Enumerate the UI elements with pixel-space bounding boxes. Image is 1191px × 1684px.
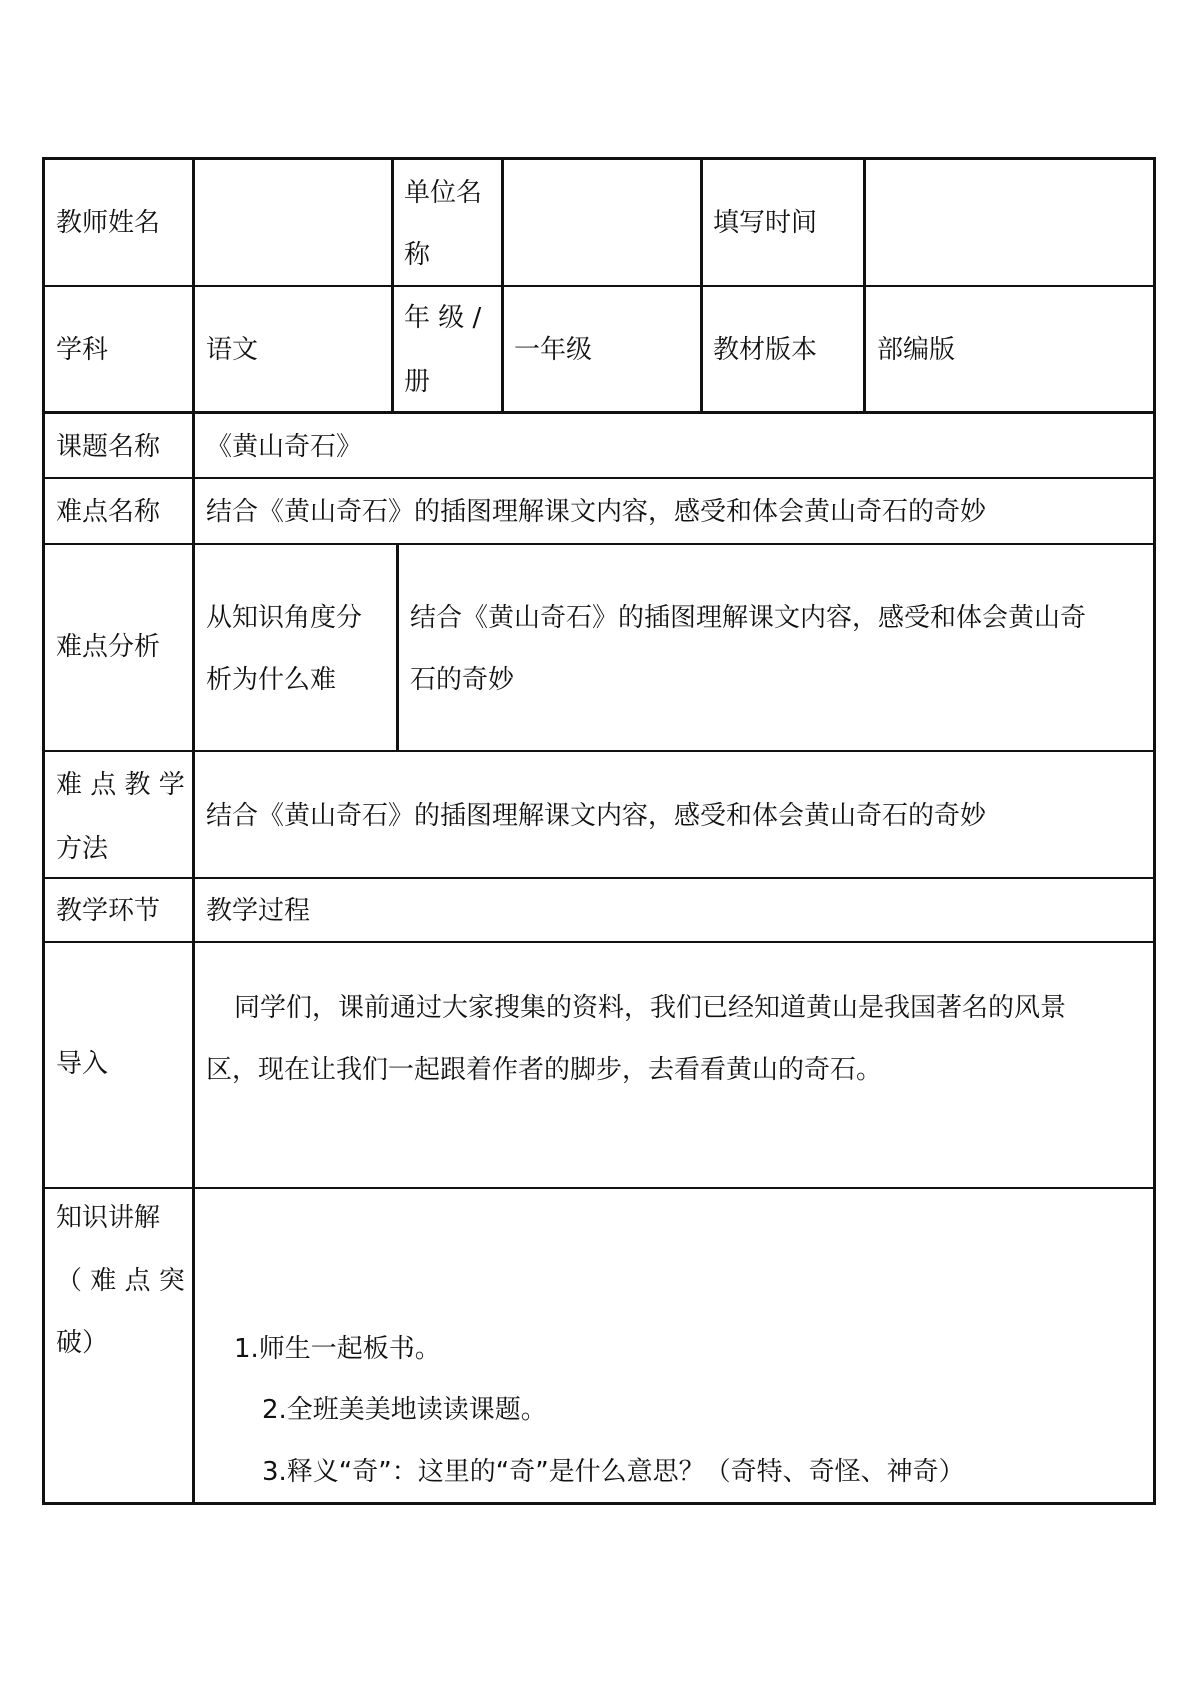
method-value: 结合《黄山奇石》的插图理解课文内容，感受和体会黄山奇石的奇妙 — [206, 801, 987, 831]
difficulty-label: 难点名称 — [56, 497, 161, 527]
intro-text-line1: 同学们，课前通过大家搜集的资料，我们已经知道黄山是我国著名的风景 — [234, 993, 1067, 1023]
knowledge-label-line3: 破） — [56, 1328, 109, 1358]
analysis-value-line2: 石的奇妙 — [410, 665, 515, 695]
knowledge-item-1: 1.师生一起板书。 — [234, 1334, 441, 1364]
column-divider — [501, 157, 504, 413]
knowledge-label-line1: 知识讲解 — [56, 1203, 161, 1233]
stage-label: 教学环节 — [56, 896, 161, 926]
knowledge-label-line2: （ 难 点 突 — [56, 1266, 185, 1296]
row-divider — [42, 543, 1156, 545]
fill-time-label: 填写时间 — [713, 208, 818, 238]
row-divider — [42, 1187, 1156, 1189]
subject-label: 学科 — [56, 335, 109, 365]
analysis-sub-line2: 析为什么难 — [206, 665, 337, 695]
subject-value: 语文 — [206, 335, 259, 365]
analysis-sub-line1: 从知识角度分 — [206, 603, 363, 633]
table-border-right — [1153, 157, 1156, 1505]
column-divider — [396, 543, 399, 752]
unit-name-label-line1: 单位名 — [404, 178, 483, 208]
difficulty-value: 结合《黄山奇石》的插图理解课文内容，感受和体会黄山奇石的奇妙 — [206, 497, 987, 527]
column-divider — [192, 157, 195, 1505]
process-label: 教学过程 — [206, 896, 311, 926]
table-border-left — [42, 157, 45, 1505]
row-divider — [42, 411, 1156, 414]
column-divider — [863, 157, 866, 413]
row-divider — [42, 941, 1156, 943]
column-divider — [700, 157, 703, 413]
analysis-label: 难点分析 — [56, 632, 161, 662]
teacher-name-label: 教师姓名 — [56, 208, 161, 238]
topic-label: 课题名称 — [56, 432, 161, 462]
textbook-value: 部编版 — [877, 335, 956, 365]
row-divider — [42, 877, 1156, 879]
method-label-line2: 方法 — [56, 834, 109, 864]
unit-name-label-line2: 称 — [404, 240, 431, 270]
topic-value: 《黄山奇石》 — [206, 432, 363, 462]
intro-text-line2: 区，现在让我们一起跟着作者的脚步，去看看黄山的奇石。 — [206, 1055, 883, 1085]
table-border-top — [42, 157, 1156, 160]
knowledge-item-3: 3.释义“奇”：这里的“奇”是什么意思？（奇特、奇怪、神奇） — [262, 1457, 965, 1487]
grade-value: 一年级 — [514, 335, 593, 365]
column-divider — [391, 157, 394, 413]
table-border-bottom — [42, 1502, 1156, 1505]
row-divider — [42, 477, 1156, 479]
row-divider — [42, 285, 1156, 287]
knowledge-item-2: 2.全班美美地读读课题。 — [262, 1395, 547, 1425]
grade-label-line1: 年 级 / — [404, 303, 482, 333]
analysis-value-line1: 结合《黄山奇石》的插图理解课文内容，感受和体会黄山奇 — [410, 603, 1087, 633]
method-label-line1: 难 点 教 学 — [56, 770, 185, 800]
intro-label: 导入 — [56, 1049, 109, 1079]
grade-label-line2: 册 — [404, 367, 431, 397]
row-divider — [42, 750, 1156, 752]
textbook-label: 教材版本 — [713, 335, 818, 365]
